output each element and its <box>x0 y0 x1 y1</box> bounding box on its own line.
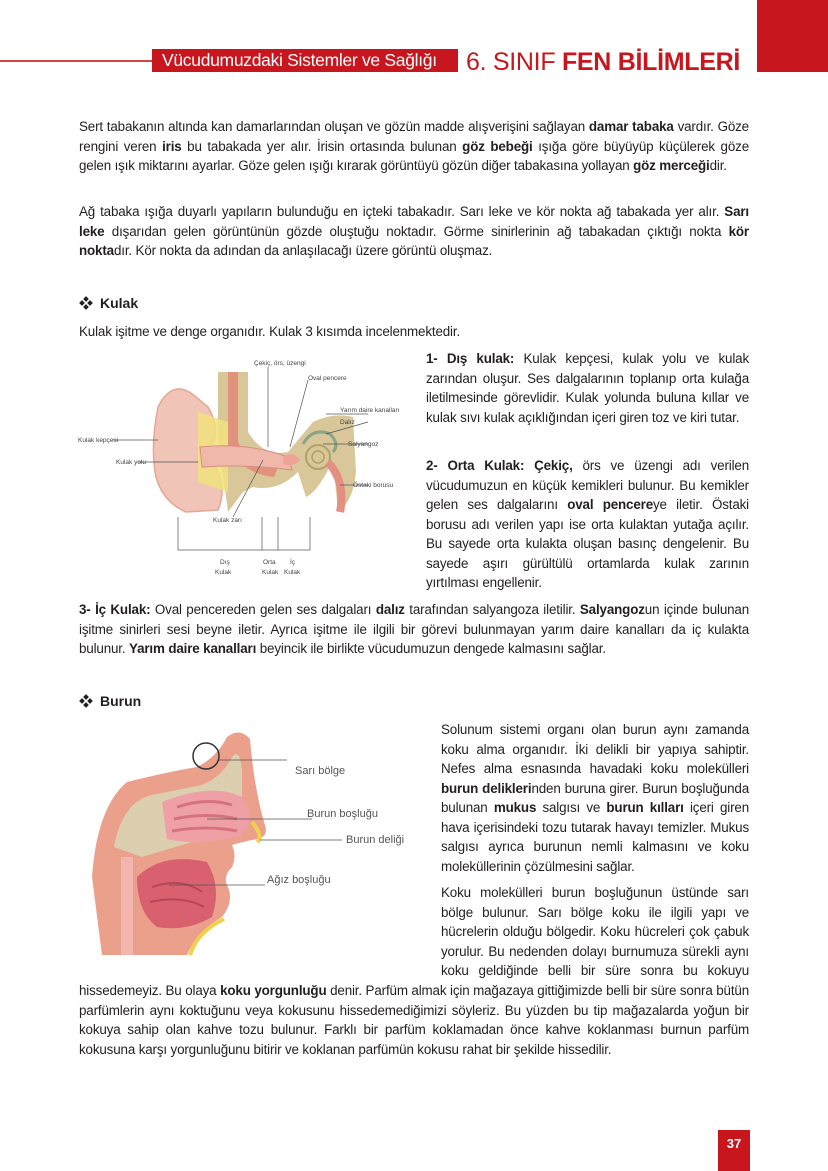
label-oval-pencere: Oval pencere <box>308 375 347 382</box>
label-agiz-boslugu: Ağız boşluğu <box>267 874 331 886</box>
ear-middle-paragraph <box>426 456 749 593</box>
chapter-banner <box>152 49 458 72</box>
ear-inner-paragraph <box>79 600 749 659</box>
term-oval-pencere: oval pencere <box>567 497 654 512</box>
label-ic: İç <box>290 559 296 566</box>
text: bu tabakada yer alır. İrisin ortasında bulunan <box>181 138 463 154</box>
label-orta: Orta <box>263 559 276 566</box>
text: salgısı ve <box>536 800 607 815</box>
text: örs ve üzengi adı verilen vücudumuzun en küçük kemikleri bulunur. Bu kemikler gelen ses dalgalarını <box>426 458 749 512</box>
label-sari-bolge: Sarı bölge <box>295 765 346 777</box>
text: dışarıdan gelen görüntünün gözde oluştuğu noktadır. Görme sinirlerinin ağ tabakadan çıktığı nokta <box>104 223 729 239</box>
label-kulak-kepcesi: Kulak kepçesi <box>78 437 119 444</box>
label-kulak-zari: Kulak zarı <box>213 517 242 524</box>
term-daliz: dalız <box>375 602 405 617</box>
eye-paragraph-1 <box>79 117 749 176</box>
label-salyangoz: Salyangoz <box>348 441 379 448</box>
text: Sert tabakanın altında kan damarlarından oluşan ve gözün madde alışverişini sağlayan <box>79 119 589 134</box>
term-sari-leke: Sarı leke <box>79 204 749 239</box>
term-salyangoz: Salyangoz <box>579 602 645 617</box>
subject-label: FEN BİLİMLERİ <box>561 48 740 76</box>
label-kulak-yolu: Kulak yolu <box>116 459 146 466</box>
heading-text: Kulak <box>100 295 139 311</box>
text: Ağ tabaka ışığa duyarlı yapıların bulunduğu en içteki tabakadır. Sarı leke ve kör nokta ağ tabakada yer alır. <box>79 204 725 219</box>
term-damar-tabaka: damar tabaka <box>588 119 674 134</box>
text: denir. Parfüm almak için mağazaya gittiğimizde belli bir süre sonra bütün parfümlerin aynı koktuğunu veya kokusunu hissedemediğimizi söyleriz. Bu yüzden bu tip mağazalarda yoğun bir kokuya sahip olan kahve tozu bulunur. Farklı bir parfüm koklamadan önce kahve koklanması burnun parfüm kokusuna karşı yorgunluğunu bitirir ve koklanan parfümün kokusu rahat bir şekilde hissedilir. <box>79 983 749 1057</box>
text: Oval pencereden gelen ses dalgaları <box>150 602 376 617</box>
text: beyincik ile birlikte vücudumuzun dengede kalmasını sağlar. <box>256 641 606 656</box>
section-heading-burun <box>80 693 141 709</box>
term-burun-delikleri: burun delikleri <box>441 780 532 796</box>
text: ye iletir. Östaki borusu adı verilen yapı ise orta kulaktan yutağa açılır. Bu sayede orta kulakta oluşan basınç dengelenir. Bu sayede aşırı gürültülü ortamlarda kulak zarının yırtılması engellenir. <box>426 497 749 590</box>
nose-paragraph-2a: Koku molekülleri burun boşluğunun üstünde sarı bölge bulunur. Sarı bölge koku ile ilgili yapı ve hücrelerin olduğu bölgedir. Koku hücreleri çok çabuk yorulur. Bu nedenden dolayı burnumuza sürekli aynı koku geldiğinde belli bir süre sonra bu kokuyu <box>441 885 749 978</box>
ear-diagram <box>78 352 418 587</box>
diamond-bullet-icon <box>80 695 92 707</box>
label-burun-deligi: Burun deliği <box>346 834 405 846</box>
grade-label: 6. SINIF <box>466 48 556 76</box>
heading-text: Burun <box>100 693 142 709</box>
nose-diagram <box>82 727 422 962</box>
ear-intro: Kulak işitme ve denge organıdır. Kulak 3 kısımda incelenmektedir. <box>79 324 461 339</box>
term-goz-mercegi: göz merceği <box>633 158 710 173</box>
term-yarim-daire-kanallari: Yarım daire kanalları <box>129 641 257 656</box>
text: ışığa göre büyüyüp küçülerek göze gelen ışık miktarını ayarlar. Göze gelen ışığı kırarak görüntüyü gözün diğer tabakasına yollayan <box>79 138 749 173</box>
label-ic-kulak: Kulak <box>284 569 301 576</box>
term-mukus: mukus <box>493 800 537 815</box>
book-title <box>466 45 740 79</box>
label-dis: Dış <box>220 559 230 566</box>
text: nden buruna girer. Burun boşluğunda bulunan <box>441 780 749 815</box>
label-cekic-ors-uzengi: Çekiç, örs, üzengi <box>254 360 306 367</box>
text: un içinde bulunan işitme sinirleri sesi beyne iletir. Ayrıca işitme ile ilgili bir görevi bulunmayan yarım daire kanalları da iç kulakta bulunur. <box>79 602 750 656</box>
nose-paragraph-1 <box>441 720 749 876</box>
text: tarafından salyangoza iletilir. <box>404 602 580 617</box>
corner-tab <box>757 0 828 72</box>
text: içeri giren hava içerisindeki tozu tutarak havayı temizler. Mukus salgısı ayrıca burunun nemli kalmasını ve koku moleküllerinin çözülmesini sağlar. <box>441 800 749 874</box>
section-heading-kulak <box>80 295 138 311</box>
term-goz-bebegi: göz bebeği <box>462 138 533 154</box>
label-orta-kulak: Kulak <box>262 569 279 576</box>
eye-paragraph-2 <box>79 202 749 261</box>
text: hissedemeyiz. Bu olaya <box>79 983 221 998</box>
text: vardır. Göze rengini veren <box>79 119 749 154</box>
label-burun-boslugu: Burun boşluğu <box>307 808 378 820</box>
text: dir. <box>709 158 727 173</box>
page-number: 37 <box>718 1130 750 1171</box>
nose-paragraph-2b <box>79 981 749 1059</box>
label-ostaki-borusu: Östaki borusu <box>353 482 394 489</box>
chapter-title: Vücudumuzdaki Sistemler ve Sağlığı <box>162 50 437 70</box>
ear-outer-paragraph <box>426 349 749 427</box>
term-ic-kulak: 3- İç Kulak: <box>79 602 151 617</box>
label-dis-kulak: Kulak <box>215 569 232 576</box>
text: dır. Kör nokta da adından da anlaşılacağı üzere görüntü oluşmaz. <box>113 243 493 258</box>
label-yarim-daire: Yarım daire kanalları <box>340 407 400 414</box>
term-koku-yorgunlugu: koku yorgunluğu <box>220 983 327 998</box>
label-daliz: Dalız <box>340 419 355 426</box>
term-iris: iris <box>162 138 182 154</box>
text: Solunum sistemi organı olan burun aynı zamanda koku alma organıdır. İki delikli bir yapıya sahiptir. Nefes alma esnasında havadaki koku molekülleri <box>441 722 749 776</box>
term-dis-kulak: 1- Dış kulak: <box>426 351 515 366</box>
term-orta-kulak: 2- Orta Kulak: Çekiç, <box>426 458 573 473</box>
diamond-bullet-icon <box>80 297 92 309</box>
term-kor-nokta: kör nokta <box>79 223 749 258</box>
term-burun-killari: burun kılları <box>606 800 684 815</box>
header-rule <box>0 60 152 62</box>
text: Kulak kepçesi, kulak yolu ve kulak zarından oluşur. Ses dalgalarının toplanıp orta kulağa iletilmesinde görevlidir. Kulak yolunda buluna kıllar ve kulak sıvı kulak açıklığından içeri giren toz ve kiri tutar. <box>426 351 750 425</box>
